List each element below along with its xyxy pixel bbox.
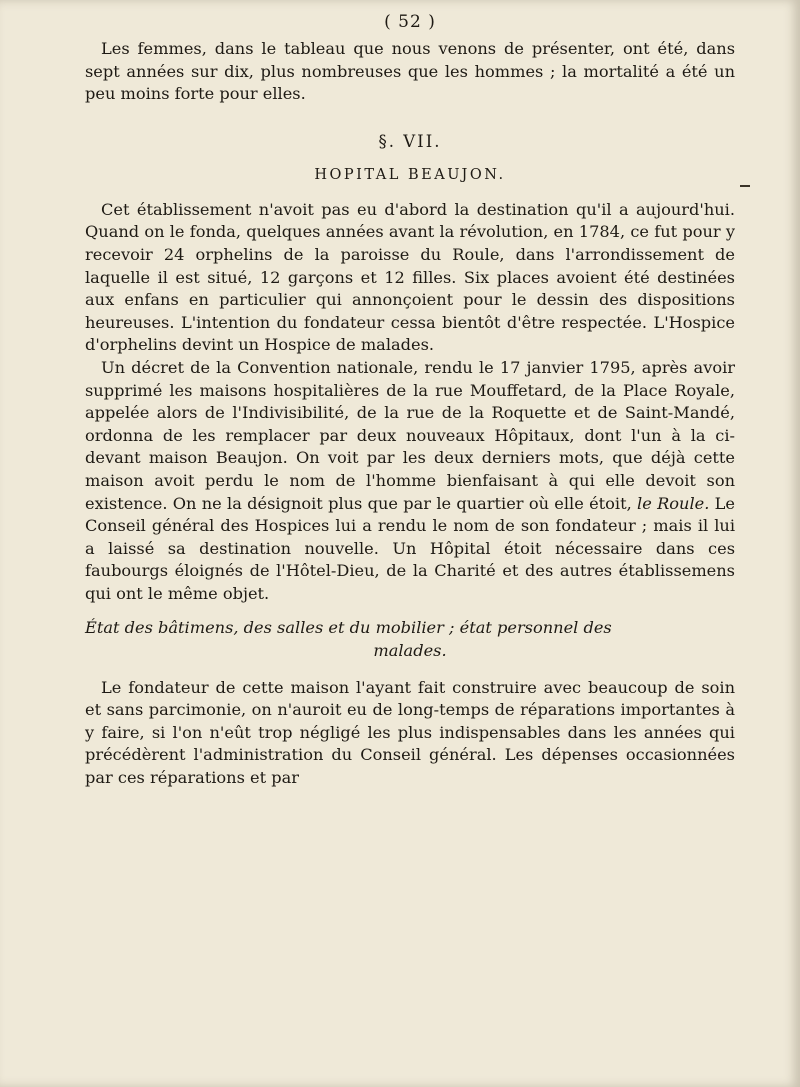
- subheading-line-1: État des bâtimens, des salles et du mobilier ; état personnel des: [85, 618, 612, 638]
- paragraph-founder: Le fondateur de cette maison l'ayant fait construire avec beaucoup de soin et sans parcimonie, on n'auroit eu de long-temps de réparations importantes à y faire, si l'on n'eût trop négligé les plus indispensables dans les années qui précédèrent l'administration du Conseil général. Les dépenses occasionnées par ces réparations et par: [85, 677, 735, 788]
- decree-italic-roule: le Roule.: [637, 493, 710, 513]
- subheading-state: [85, 617, 735, 662]
- paragraph-decree: [85, 357, 735, 606]
- paragraph-establishment: Cet établissement n'avoit pas eu d'abord la destination qu'il a aujourd'hui. Quand on le fonda, quelques années avant la révolution, en 1784, ce fut pour y recevoir 24 orphelins de la paroisse du Roule, dans l'arrondissement de laquelle il est situé, 12 garçons et 12 filles. Six places avoient été destinées aux enfans en particulier qui annonçoient pour le dessin des dispositions heureuses. L'intention du fondateur cessa bientôt d'être respectée. L'Hospice d'orphelins devint un Hospice de malades.: [85, 199, 735, 355]
- page-content: [85, 12, 735, 790]
- margin-mark: [740, 185, 750, 187]
- section-number: §. VII.: [378, 131, 442, 151]
- intro-paragraph: Les femmes, dans le tableau que nous venons de présenter, ont été, dans sept années sur dix, plus nombreuses que les hommes ; la mortalité a été un peu moins forte pour elles.: [85, 39, 735, 104]
- section-title: HOPITAL BEAUJON.: [314, 166, 506, 183]
- subheading-line-2: malades.: [373, 641, 447, 661]
- page-number: ( 52 ): [384, 12, 436, 32]
- decree-text-after: Le Conseil général des Hospices lui a rendu le nom de son fondateur ; mais il lui a laissé sa destination nouvelle. Un Hôpital étoit nécessaire dans ces faubourgs éloignés de l'Hôtel-Dieu, de la Charité et des autres établissemens qui ont le même objet.: [85, 493, 735, 603]
- decree-text-before: Un décret de la Convention nationale, rendu le 17 janvier 1795, après avoir supprimé les maisons hospitalières de la rue Mouffetard, de la Place Royale, appelée alors de l'Indivisibilité, de la rue de la Roquette et de Saint-Mandé, ordonna de les remplacer par deux nouveaux Hôpitaux, dont l'un à la ci-devant maison Beaujon. On voit par les deux derniers mots, que déjà cette maison avoit perdu le nom de l'homme bienfaisant à qui elle devoit son existence. On ne la désignoit plus que par le quartier où elle étoit,: [85, 357, 735, 513]
